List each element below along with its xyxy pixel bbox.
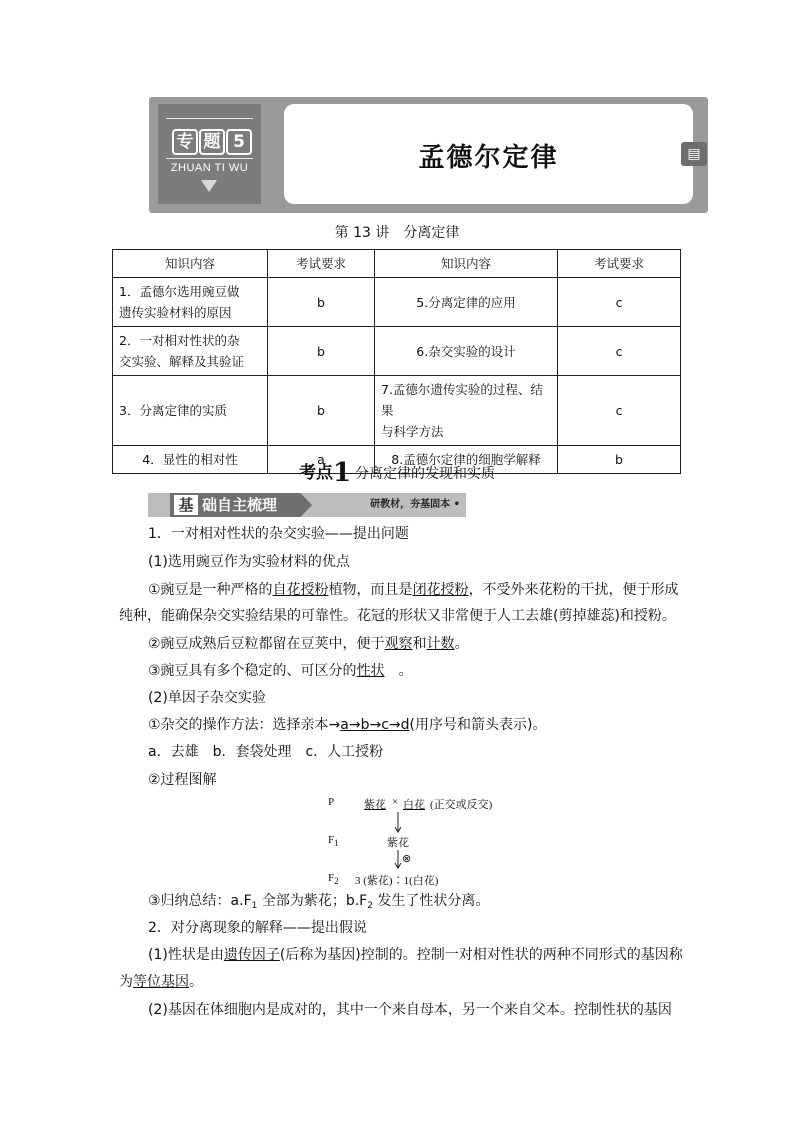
- f2-value: 3 (紫花)∶1(白花): [355, 875, 439, 887]
- text-run: ②豌豆成熟后豆粒都留在豆荚中，便于: [148, 636, 385, 652]
- paragraph-line: (2)基因在体细胞内是成对的，其中一个来自母本，另一个来自父本。控制性状的基因: [148, 1002, 672, 1018]
- heading-1: 1．一对相对性状的杂交实验——提出问题: [148, 526, 409, 542]
- header-cell: 知识内容: [113, 250, 268, 278]
- page-title: 孟德尔定律: [418, 143, 559, 173]
- p-parent-a: 紫花: [364, 799, 386, 811]
- topic-badge: [158, 104, 261, 204]
- paragraph-line: 纯种，能确保杂交实验结果的可靠性。花冠的形状又非常便于人工去雄(剪掉雄蕊)和授粉。: [119, 608, 676, 624]
- f1-subscript: 1: [334, 838, 339, 848]
- subscript: 1: [251, 901, 258, 911]
- answer-blank: 等位基因: [133, 974, 189, 990]
- table-cell: a: [268, 446, 375, 474]
- badge-top-rule: [166, 118, 253, 119]
- answer-blank: 自花授粉: [272, 582, 329, 598]
- text-run: 。: [398, 663, 413, 679]
- answer-blank: 性状: [356, 663, 385, 679]
- table-row: [113, 376, 681, 446]
- paragraph-line: [148, 945, 794, 965]
- cell-line: 交实验、解释及其验证: [119, 354, 245, 369]
- paragraph-line: [148, 891, 794, 916]
- table-cell: 4．显性的相对性: [113, 446, 268, 474]
- section-title: 础自主梳理: [202, 496, 278, 514]
- text-run: ，不受外来花粉的干扰，便于形成: [468, 582, 679, 598]
- arrow-down-icon: [392, 812, 404, 834]
- f2-letter: F: [328, 872, 335, 884]
- table-cell: c: [558, 376, 681, 446]
- text-run: ①杂交的操作方法：选择亲本→: [148, 717, 341, 733]
- answer-blank: 闭花授粉: [412, 582, 469, 598]
- options-line: a．去雄 b．套袋处理 c．人工授粉: [148, 744, 384, 760]
- badge-arrow-icon: [201, 180, 217, 192]
- cell-line: 1．孟德尔选用豌豆做: [119, 284, 240, 299]
- kaodian-number: 1: [332, 458, 352, 488]
- subheading-1: (1)选用豌豆作为实验材料的优点: [148, 554, 350, 570]
- badge-mid-rule: [166, 158, 253, 159]
- text-run: 植物，而且是: [328, 582, 413, 598]
- paragraph-line: [148, 580, 794, 600]
- cell-line: 2．一对相对性状的杂: [119, 333, 240, 348]
- text-run: 。: [189, 974, 203, 990]
- badge-number: 5: [226, 129, 252, 155]
- f2-subscript: 2: [334, 876, 339, 886]
- cross-symbol: ×: [392, 796, 399, 808]
- diagram-caption: ②过程图解: [148, 772, 217, 788]
- badge-pinyin: ZHUAN TI WU: [170, 162, 249, 174]
- table-cell: [113, 327, 268, 376]
- p-parent-b: 白花: [403, 799, 425, 811]
- paragraph-line: [148, 661, 794, 681]
- answer-blank: 计数: [426, 636, 455, 652]
- text-run: 发生了性状分离。: [372, 893, 490, 909]
- header-cell: 考试要求: [268, 250, 375, 278]
- table-cell: [113, 278, 268, 327]
- kaodian-heading: [0, 458, 794, 488]
- table-cell: b: [268, 376, 375, 446]
- f2-label: [328, 872, 339, 886]
- table-cell: b: [558, 446, 681, 474]
- table-cell: b: [268, 327, 375, 376]
- f1-value: 紫花: [387, 837, 409, 849]
- cross-note: (正交或反交): [430, 799, 493, 811]
- badge-char-1: 专: [172, 129, 198, 155]
- text-run: ③豌豆具有多个稳定的、可区分的: [148, 663, 357, 679]
- text-run: 全部为紫花；b.F: [257, 893, 368, 909]
- table-cell: 3．分离定律的实质: [113, 376, 268, 446]
- text-run: (后称为基因)控制的。控制一对相对性状的两种不同形式的基因称: [279, 947, 683, 963]
- answer-blank: 观察: [384, 636, 413, 652]
- section-note: 研教材，夯基固本 •: [370, 499, 460, 510]
- text-run: ①豌豆是一种严格的: [148, 582, 273, 598]
- kaodian-prefix: 考点: [298, 463, 333, 483]
- cell-line: 遗传实验材料的原因: [119, 305, 232, 320]
- answer-blank: 遗传因子: [223, 947, 280, 963]
- section-tag: 基: [174, 495, 198, 515]
- text-run: 为: [119, 974, 133, 990]
- text-run: 。: [454, 636, 469, 652]
- table-cell: 8.孟德尔定律的细胞学解释: [375, 446, 558, 474]
- lecture-heading: 第 13 讲 分离定律: [334, 225, 460, 241]
- table-row: [113, 278, 681, 327]
- text-run: (用序号和箭头表示)。: [409, 717, 547, 733]
- p-label: P: [328, 796, 335, 808]
- header-cell: 知识内容: [375, 250, 558, 278]
- header-cell: 考试要求: [558, 250, 681, 278]
- book-search-icon[interactable]: ▤: [681, 142, 707, 166]
- paragraph-line: [119, 972, 794, 992]
- section-banner: [148, 493, 466, 517]
- f1-letter: F: [328, 834, 335, 846]
- selfing-icon: ⊗: [402, 853, 412, 865]
- text-run: 和: [412, 636, 427, 652]
- requirements-table: [112, 249, 681, 474]
- table-cell: 6.杂交实验的设计: [375, 327, 558, 376]
- kaodian-title: 分离定律的发现和实质: [355, 466, 496, 482]
- paragraph-line: [148, 634, 794, 654]
- f1-label: [328, 834, 339, 848]
- table-cell: c: [558, 327, 681, 376]
- cell-line: 与科学方法: [381, 424, 444, 439]
- table-cell: 5.分离定律的应用: [375, 278, 558, 327]
- text-run: (1)性状是由: [148, 947, 224, 963]
- text-run: ③归纳总结：a.F: [148, 893, 252, 909]
- cell-line: 7.孟德尔遗传实验的过程、结果: [381, 382, 543, 418]
- table-row: [113, 327, 681, 376]
- answer-blank: a→b→c→d: [340, 717, 410, 733]
- heading-2: 2．对分离现象的解释——提出假说: [148, 920, 367, 936]
- table-cell: b: [268, 278, 375, 327]
- table-cell: c: [558, 278, 681, 327]
- table-cell: [375, 376, 558, 446]
- subscript: 2: [367, 901, 373, 911]
- badge-char-2: 题: [199, 129, 225, 155]
- table-header-row: [113, 250, 681, 278]
- subheading-2: (2)单因子杂交实验: [148, 690, 266, 706]
- paragraph-line: [148, 715, 794, 735]
